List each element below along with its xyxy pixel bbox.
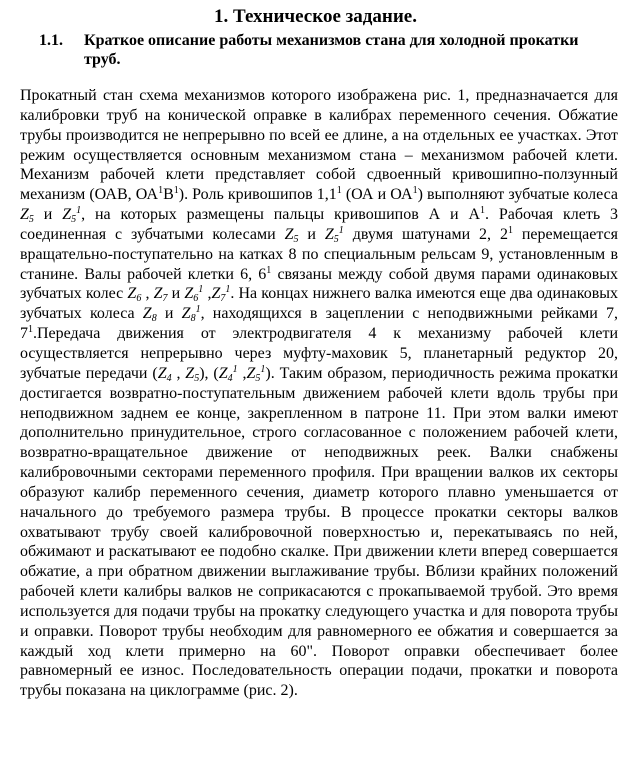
superscript: 1 — [173, 185, 179, 197]
text-run: ) выполняют зубчатые колеса — [417, 186, 619, 204]
gear-symbol: $Z_6$ — [127, 285, 142, 305]
gear-symbol: $Z_5^1$ — [246, 363, 266, 384]
gear-symbol: $Z_8^1$ — [181, 304, 201, 325]
superscript: 1 — [480, 205, 486, 217]
gear-symbol: $Z_5^1$ — [324, 224, 344, 245]
superscript: 1 — [336, 185, 342, 197]
superscript: 1 — [158, 185, 164, 197]
gear-symbol: $Z_6^1$ — [184, 284, 204, 305]
text-run: . Рабочая клеть 3 соединенная с зубчатыми колесами — [20, 206, 619, 243]
body-paragraph: Прокатный стан схема механизмов которого изображена рис. 1, предназначается для калибровки труб на конической оправке в калибрах переменного сечения. Обжатие трубы производится не непрерывно по всей ее длине, а на отдельных ее участках. Этот режим осуществляется основным механизмом стана – механизмом рабочей клети. Механизм рабочей клети представляет собой сдвоенный кривошипно-ползунный механизм (ОАВ, $ОА^1В^1$). Роль кривошипов $1,1^1$ (ОА и $ОА^1$) выполняют зубчатые колеса $Z_5$ и $Z_5^1$, на которых размещены пальцы кривошипов А и $А^1$. Рабочая клеть 3 соединенная с зубчатыми колесами $Z_5$ и $Z_5^1$ двумя шатунами 2, $2^1$ перемещается вращательно-поступательно на катках 8 по специальным рельсам 9, установленным в станине. Валы рабочей клетки 6, $6^1$ связаны между собой двумя парами одинаковых зубчатых колес $Z_6$ , $Z_7$ и $Z_6^1$ $,Z_7^1$. На концах нижнего валка имеются еще два одинаковых зубчатых колеса $Z_8$ и $Z_8^1$, находящихся в зацеплении с неподвижными рейками 7, $7^1.Передача$ движения от электродвигателя 4 к механизму рабочей клети осуществляется непрерывно через муфту-маховик 5, планетарный редуктор 20, зубчатые передачи ($Z_4$ , $Z_5$), ($Z_4^1$ $,Z_5^1$). Таким образом, периодичность режима прокатки достигается возвратно-поступательным движением рабочей клети вдоль трубы при неподвижном заднем ее конце, закрепленном в патроне 11. При этом валки имеют дополнительно принудительное, строго согласованное с положением рабочей клети, возвратно-вращательное движение от неподвижных реек. Валки снабжены калибровочными секторами переменного профиля. При вращении валков их секторы образуют калибр переменного сечения, диаметр которого плавно уменьшается от начального до требуемого размера трубы. В процессе прокатки секторы валков охватывают трубу своей калибровочной поверхностью и, перекатываясь по ней, обжимают и раскатывают ее подобно скалке. При движении клети вперед совершается обжатие, а при обратном движении выглаживание трубы. Вблизи крайних положений рабочей клети калибры валков не соприкасаются с прокапываемой трубой. Это время используется для подачи трубы на прокатку следующего участка и для поворота трубы и оправки. Поворот трубы необходим для равномерного ее обжатия и совершается за каждый ход клети примерно на 60". Поворот оправки обеспечивает более равномерный ее износ. Последовательность операции подачи, прокатки и поворота трубы показана на циклограмме (рис. 2). — [20, 87, 619, 700]
text-run: Прокатный стан схема механизмов которого изображена рис. 1, предназначается для калибровки труб на конической оправке в калибрах переменного сечения. Обжатие трубы производится не непрерывно по всей ее длине, а на отдельных ее участках. Этот режим осуществляется основным механизмом стана – механизмом рабочей клети. Механизм рабочей клети представляет собой сдвоенный кривошипно-ползунный механизм (ОАВ, ОА — [20, 87, 618, 204]
text-run: перемещается вращательно-поступательно на катках 8 по специальным рельсам 9, установленным в станине. Валы рабочей клетки 6, 6 — [20, 225, 619, 283]
superscript: 1 — [507, 224, 513, 236]
gear-symbol: $Z_4$ — [157, 364, 172, 384]
text-run: В — [163, 186, 174, 204]
text-run: .Передача движения от электродвигателя 4 к механизму рабочей клети осуществляется непрерывно через муфту-маховик 5, планетарный редуктор 20, зубчатые передачи — [20, 325, 618, 382]
text-run: ). Роль кривошипов 1,1 — [178, 186, 337, 204]
text-run: . На концах нижнего валка имеются еще два одинаковых зубчатых колеса — [20, 285, 619, 323]
gear-symbol: $Z_5$ — [20, 206, 34, 226]
text-run: (ОА и ОА — [345, 186, 413, 204]
text-run: , на которых размещены пальцы кривошипов А и А — [81, 206, 481, 224]
superscript: 1 — [266, 264, 272, 276]
gear-symbol: $Z_4^1$ — [218, 363, 238, 384]
text-run: , находящихся в зацеплении с неподвижными рейками 7, 7 — [20, 305, 619, 343]
superscript: 1 — [412, 185, 418, 197]
text-run: связаны между собой двумя парами одинаковых зубчатых колес — [20, 265, 618, 303]
gear-symbol: $Z_5^1$ — [62, 205, 82, 226]
gear-symbol: $Z_7^1$ — [211, 284, 231, 305]
subsection-title: Краткое описание работы механизмов стана для холодной прокатки труб. — [84, 32, 579, 68]
text-run: двумя шатунами 2, 2 — [343, 225, 508, 243]
section-heading: 1. Техническое задание. — [214, 6, 417, 27]
gear-symbol: $Z_8$ — [142, 305, 157, 325]
gear-symbol: $Z_5$ — [185, 364, 200, 384]
text-run: . Таким образом, периодичность режима прокатки достигается возвратно-поступательным движением рабочей клети вдоль трубы при неподвижном заднем ее конце, закрепленном в патроне 11. При этом валки имеют дополнительно принудительное, строго согласованное с положением рабочей клети, возвратно-вращательное движение от неподвижных реек. Валки снабжены калибровочными секторами переменного профиля. При вращении валков их секторы образуют калибр переменного сечения, диаметр которого плавно уменьшается от начального до требуемого размера трубы. В процессе прокатки секторы валков охватывают трубу своей калибровочной поверхностью и, перекатываясь по ней, обжимают и раскатывают ее подобно скалке. При движении клети вперед совершается обжатие, а при обратном движении выглаживание трубы. Вблизи крайних положений рабочей клети калибры валков не соприкасаются с прокапываемой трубой. Это время используется для подачи трубы на прокатку следующего участка и для поворота трубы и оправки. Поворот трубы необходим для равномерного ее обжатия и совершается за каждый ход клети примерно на 60". Поворот оправки обеспечивает более равномерный ее износ. Последовательность операции подачи, прокатки и поворота трубы показана на циклограмме (рис. 2). — [20, 364, 619, 700]
superscript: 1 — [28, 324, 33, 336]
gear-symbol: $Z_5$ — [284, 225, 299, 245]
gear-symbol: $Z_7$ — [153, 285, 168, 305]
subsection-number: 1.1. — [39, 32, 63, 49]
